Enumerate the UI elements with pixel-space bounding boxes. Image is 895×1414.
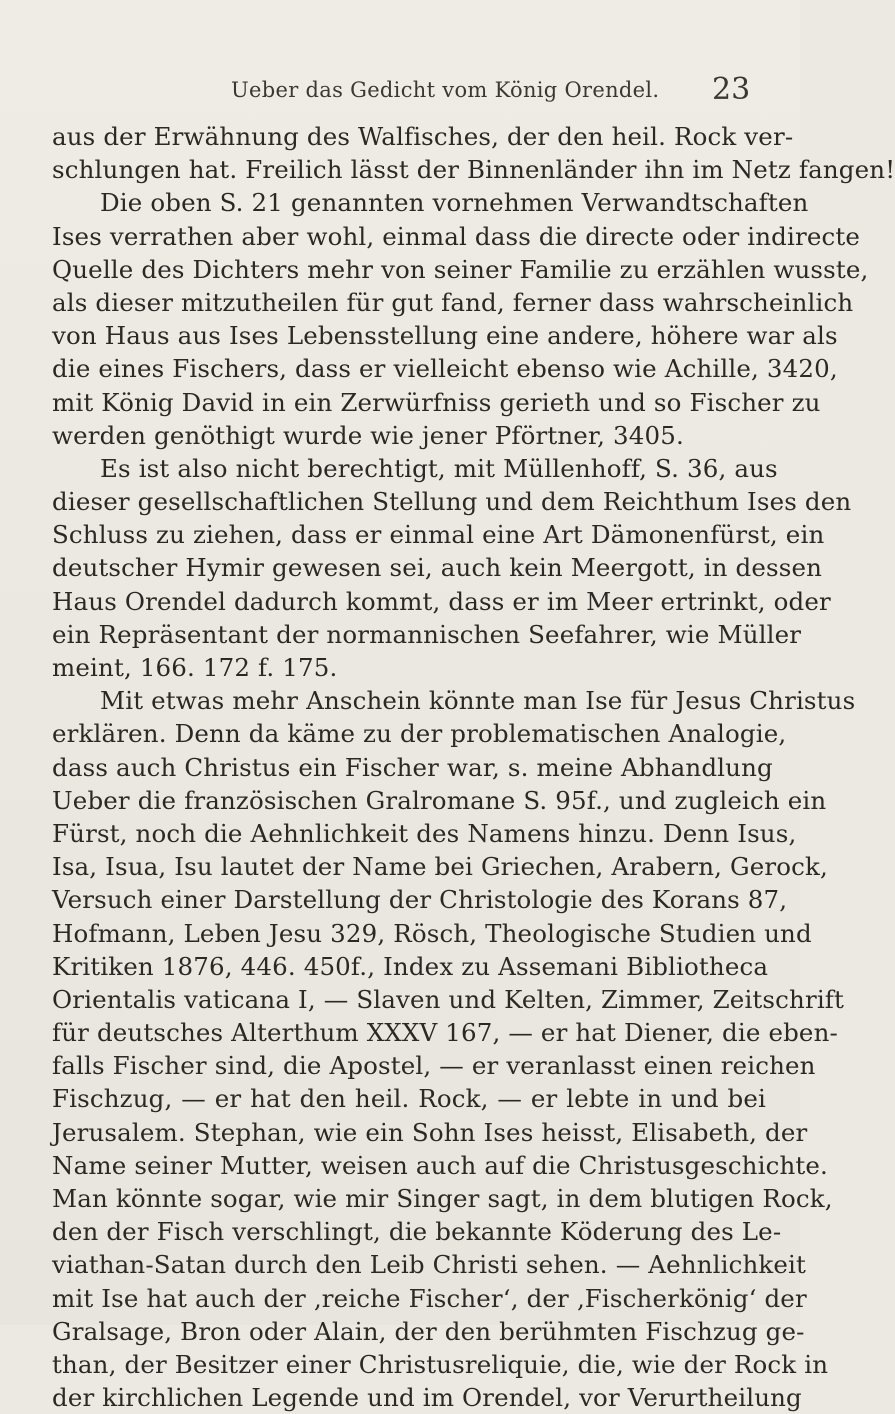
text-line: Schluss zu ziehen, dass er einmal eine Art Dämonenfürst, ein xyxy=(52,520,825,550)
text-line: Name seiner Mutter, weisen auch auf die Christusgeschichte. xyxy=(52,1150,828,1180)
text-line: Man könnte sogar, wie mir Singer sagt, in dem blutigen Rock, xyxy=(52,1184,833,1213)
text-line: aus der Erwähnung des Walfisches, der den heil. Rock ver- xyxy=(52,122,794,151)
text-line: die eines Fischers, dass er vielleicht ebenso wie Achille, 3420, xyxy=(52,354,838,384)
paragraph xyxy=(52,684,856,1414)
text-line: meint, 166. 172 f. 175. xyxy=(52,653,338,682)
text-line: dieser gesellschaftlichen Stellung und dem Reichthum Ises den xyxy=(52,487,852,517)
page-number: 23 xyxy=(712,72,751,107)
text-line: Versuch einer Darstellung der Christologie des Korans 87, xyxy=(52,885,788,915)
text-line: falls Fischer sind, die Apostel, — er veranlasst einen reichen xyxy=(52,1051,816,1081)
text-line: für deutsches Alterthum XXXV 167, — er hat Diener, die eben- xyxy=(52,1018,838,1048)
text-line: Orientalis vaticana I, — Slaven und Kelten, Zimmer, Zeitschrift xyxy=(52,984,845,1014)
paragraph xyxy=(52,120,895,186)
running-title: Ueber das Gedicht vom König Orendel. xyxy=(231,78,660,102)
paragraph xyxy=(52,452,852,684)
text-line: Haus Orendel dadurch kommt, dass er im Meer ertrinkt, oder xyxy=(52,586,831,616)
text-line: erklären. Denn da käme zu der problematischen Analogie, xyxy=(52,719,787,749)
text-line: viathan-Satan durch den Leib Christi sehen. — Aehnlichkeit xyxy=(52,1250,807,1280)
text-line: ein Repräsentant der normannischen Seefahrer, wie Müller xyxy=(52,619,802,649)
text-line: Hofmann, Leben Jesu 329, Rösch, Theologische Studien und xyxy=(52,918,812,948)
text-line: Die oben S. 21 genannten vornehmen Verwandtschaften xyxy=(100,188,809,218)
text-line: Fischzug, — er hat den heil. Rock, — er lebte in und bei xyxy=(52,1084,766,1114)
text-line: Kritiken 1876, 446. 450f., Index zu Assemani Bibliotheca xyxy=(52,951,769,981)
text-line: Ises verrathen aber wohl, einmal dass die directe oder indirecte xyxy=(52,221,861,251)
running-head xyxy=(0,72,800,108)
text-line: von Haus aus Ises Lebensstellung eine andere, höhere war als xyxy=(52,321,838,351)
text-line: mit Ise hat auch der ‚reiche Fischer‘, der ‚Fischerkönig‘ der xyxy=(52,1283,807,1313)
paragraph xyxy=(52,186,869,452)
text-line: deutscher Hymir gewesen sei, auch kein Meergott, in dessen xyxy=(52,553,823,583)
text-line: Quelle des Dichters mehr von seiner Familie zu erzählen wusste, xyxy=(52,254,869,284)
text-line: der kirchlichen Legende und im Orendel, vor Verurtheilung xyxy=(52,1383,802,1413)
text-line: dass auch Christus ein Fischer war, s. meine Abhandlung xyxy=(52,752,773,782)
text-line: than, der Besitzer einer Christusreliquie, die, wie der Rock in xyxy=(52,1349,829,1379)
text-line: als dieser mitzutheilen für gut fand, ferner dass wahrscheinlich xyxy=(52,287,854,317)
text-line: werden genöthigt wurde wie jener Pförtner, 3405. xyxy=(52,420,684,450)
text-line: Isa, Isua, Isu lautet der Name bei Griechen, Arabern, Gerock, xyxy=(52,852,828,882)
text-line: den der Fisch verschlingt, die bekannte Köderung des Le- xyxy=(52,1217,782,1247)
text-line: schlungen hat. Freilich lässt der Binnenländer ihn im Netz fangen! xyxy=(52,155,895,185)
text-line: Gralsage, Bron oder Alain, der den berühmten Fischzug ge- xyxy=(52,1316,805,1346)
body-text xyxy=(52,120,895,1414)
text-line: Es ist also nicht berechtigt, mit Müllenhoff, S. 36, aus xyxy=(100,453,778,483)
text-line: Ueber die französischen Gralromane S. 95f., und zugleich ein xyxy=(52,785,827,815)
text-line: Fürst, noch die Aehnlichkeit des Namens hinzu. Denn Isus, xyxy=(52,818,797,848)
text-line: Mit etwas mehr Anschein könnte man Ise für Jesus Christus xyxy=(100,686,856,716)
text-line: mit König David in ein Zerwürfniss gerieth und so Fischer zu xyxy=(52,387,821,417)
text-line: Jerusalem. Stephan, wie ein Sohn Ises heisst, Elisabeth, der xyxy=(52,1117,808,1147)
